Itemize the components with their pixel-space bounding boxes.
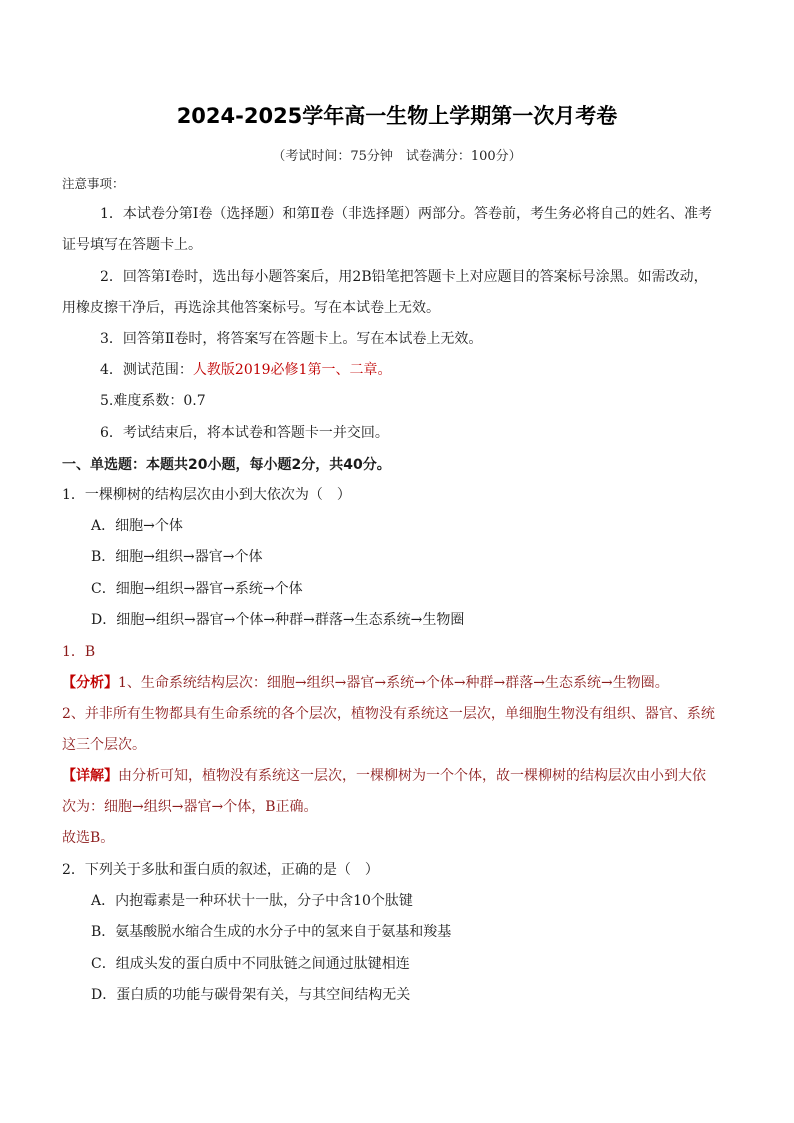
notice-item-4-prefix: 4．测试范围： — [100, 362, 193, 378]
question-1-option-c: C．细胞→组织→器官→系统→个体 — [91, 581, 303, 597]
detail-line-2: 次为：细胞→组织→器官→个体，B正确。 — [62, 799, 318, 815]
notice-item-4 — [100, 360, 391, 380]
analysis-line-1: 1、生命系统结构层次：细胞→组织→器官→系统→个体→种群→群落→生态系统→生物圈。 — [118, 675, 669, 691]
detail-line-1: 由分析可知，植物没有系统这一层次，一棵柳树为一个个体，故一棵柳树的结构层次由小到大依 — [118, 768, 706, 784]
analysis-line-3: 这三个层次。 — [62, 737, 146, 753]
question-1-option-b: B．细胞→组织→器官→个体 — [91, 549, 263, 565]
notice-item-2-line-1: 2．回答第Ⅰ卷时，选出每小题答案后，用2B铅笔把答题卡上对应题目的答案标号涂黑。如需改动， — [100, 269, 708, 285]
question-1-detail — [62, 766, 706, 786]
exam-info: （考试时间：75分钟 试卷满分：100分） — [272, 149, 522, 164]
question-1-analysis — [62, 673, 669, 693]
analysis-tag: 【分析】 — [62, 675, 118, 691]
notice-heading: 注意事项： — [62, 176, 125, 191]
page-title: 2024-2025学年高一生物上学期第一次月考卷 — [176, 104, 618, 128]
question-1-answer: 1．B — [62, 644, 96, 660]
question-1-option-d: D．细胞→组织→器官→个体→种群→群落→生态系统→生物圈 — [91, 612, 465, 628]
notice-item-2-line-2: 用橡皮擦干净后，再选涂其他答案标号。写在本试卷上无效。 — [62, 300, 440, 316]
analysis-line-2: 2、并非所有生物都具有生命系统的各个层次，植物没有系统这一层次，单细胞生物没有组织、器官、系统 — [62, 706, 715, 722]
section-heading: 一、单选题：本题共20小题，每小题2分，共40分。 — [62, 457, 391, 473]
notice-item-6: 6．考试结束后，将本试卷和答题卡一并交回。 — [100, 425, 389, 441]
question-2-option-a: A．内抱霉素是一种环状十一肽，分子中含10个肽键 — [91, 893, 413, 909]
question-2-option-d: D．蛋白质的功能与碳骨架有关，与其空间结构无关 — [91, 987, 411, 1003]
notice-item-3: 3．回答第Ⅱ卷时，将答案写在答题卡上。写在本试卷上无效。 — [100, 331, 483, 347]
test-scope: 人教版2019必修1第一、二章。 — [192, 362, 392, 378]
question-2-option-c: C．组成头发的蛋白质中不同肽链之间通过肽键相连 — [91, 956, 410, 972]
detail-tag: 【详解】 — [62, 768, 118, 784]
question-2-option-b: B．氨基酸脱水缩合生成的水分子中的氢来自于氨基和羧基 — [91, 924, 452, 940]
notice-item-1-line-2: 证号填写在答题卡上。 — [62, 237, 202, 253]
question-2-stem: 2．下列关于多肽和蛋白质的叙述，正确的是（ ） — [62, 862, 379, 878]
notice-item-1-line-1: 1．本试卷分第Ⅰ卷（选择题）和第Ⅱ卷（非选择题）两部分。答卷前，考生务必将自己的姓名、准考 — [100, 206, 712, 222]
question-1-stem: 1．一棵柳树的结构层次由小到大依次为（ ） — [62, 487, 351, 503]
question-1-conclusion: 故选B。 — [62, 830, 115, 846]
notice-item-5: 5.难度系数：0.7 — [100, 393, 206, 409]
question-1-option-a: A．细胞→个体 — [91, 518, 183, 534]
